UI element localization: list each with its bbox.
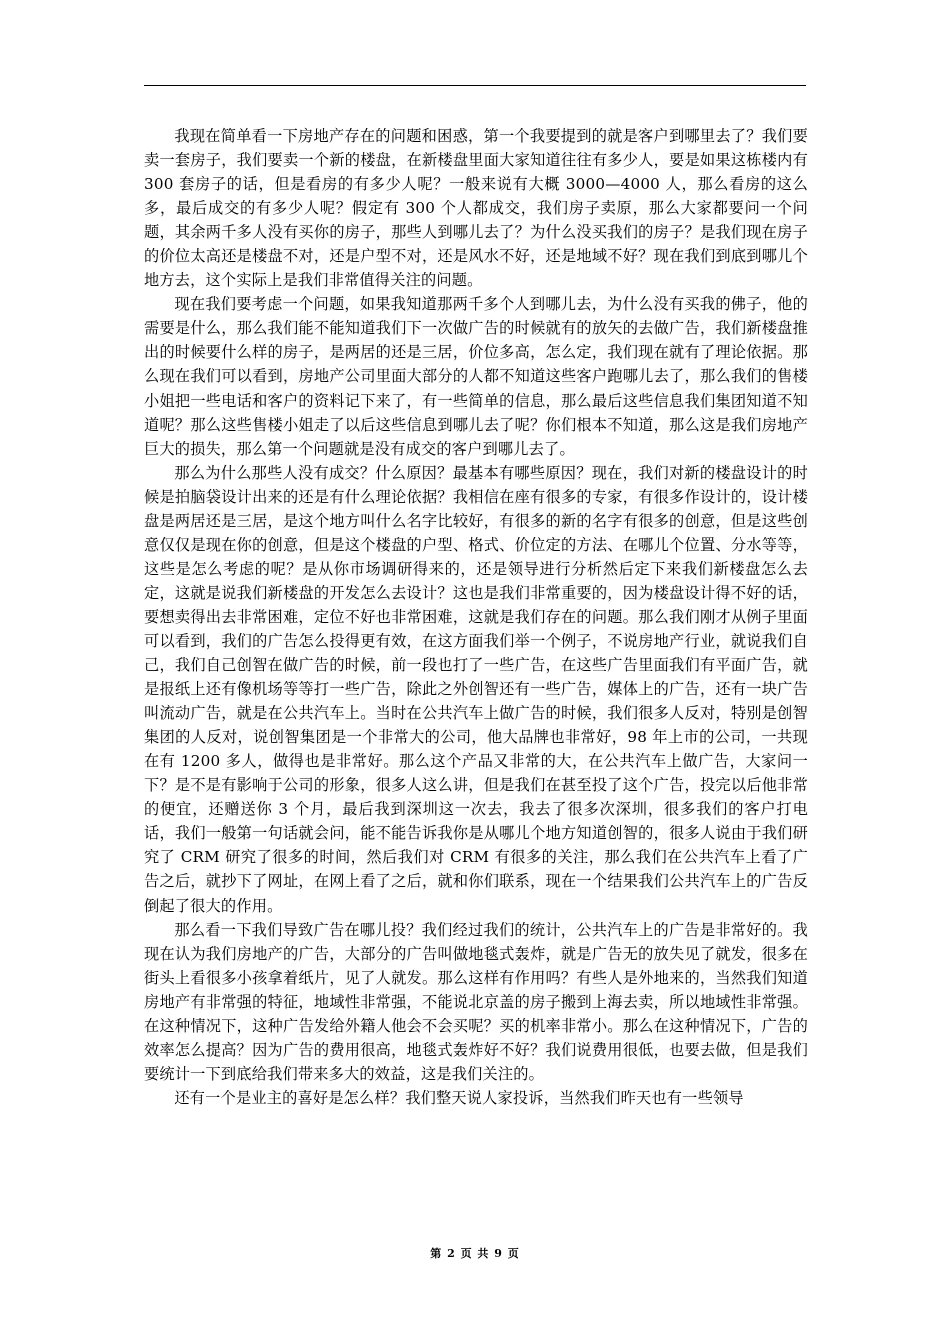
paragraph: 那么为什么那些人没有成交？什么原因？最基本有哪些原因？现在，我们对新的楼盘设计的时候是拍脑袋设计出来的还是有什么理论依据？我相信在座有很多的专家，有很多作设计的，设计楼盘是两居还是三居，是这个地方叫什么名字比较好，有很多的新的名字有很多的创意，但是这些创意仅仅是现在你的创意，但是这个楼盘的户型、格式、价位定的方法、在哪儿个位置、分水等等，这些是怎么考虑的呢？是从你市场调研得来的，还是领导进行分析然后定下来我们新楼盘怎么去定，这就是说我们新楼盘的开发怎么去设计？这也是我们非常重要的，因为楼盘设计得不好的话，要想卖得出去非常困难，定位不好也非常困难，这就是我们存在的问题。那么我们刚才从例子里面可以看到，我们的广告怎么投得更有效，在这方面我们举一个例子，不说房地产行业，就说我们自己，我们自己创智在做广告的时候，前一段也打了一些广告，在这些广告里面我们有平面广告，就是报纸上还有像机场等等打一些广告，除此之外创智还有一些广告，媒体上的广告，还有一块广告叫流动广告，就是在公共汽车上。当时在公共汽车上做广告的时候，我们很多人反对，特别是创智集团的人反对，说创智集团是一个非常大的公司，他大品牌也非常好，98 年上市的公司，一共现在有 1200 多人，做得也是非常好。那么这个产品又非常的大，在公共汽车上做广告，大家问一下？是不是有影响于公司的形象，很多人这么讲，但是我们在甚至投了这个广告，投完以后他非常的便宜，还赠送你 3 个月，最后我到深圳这一次去，我去了很多次深圳，很多我们的客户打电话，我们一般第一句话就会问，能不能告诉我你是从哪儿个地方知道创智的，很多人说由于我们研究了 CRM 研究了很多的时间，然后我们对 CRM 有很多的关注，那么我们在公共汽车上看了广告之后，就抄下了网址，在网上看了之后，就和你们联系，现在一个结果我们公共汽车上的广告反倒起了很大的作用。 — [144, 463, 808, 915]
paragraph: 那么看一下我们导致广告在哪儿投？我们经过我们的统计，公共汽车上的广告是非常好的。我现在认为我们房地产的广告，大部分的广告叫做地毯式轰炸，就是广告无的放失见了就发，很多在街头上看很多小孩拿着纸片，见了人就发。那么这样有作用吗？有些人是外地来的，当然我们知道房地产有非常强的特征，地域性非常强，不能说北京盖的房子搬到上海去卖，所以地域性非常强。在这种情况下，这种广告发给外籍人他会不会买呢？买的机率非常小。那么在这种情况下，广告的效率怎么提高？因为广告的费用很高，地毯式轰炸好不好？我们说费用很低，也要去做，但是我们要统计一下到底给我们带来多大的效益，这是我们关注的。 — [144, 920, 808, 1083]
paragraph: 现在我们要考虑一个问题，如果我知道那两千多个人到哪儿去，为什么没有买我的佛子，他的需要是什么，那么我们能不能知道我们下一次做广告的时候就有的放矢的去做广告，我们新楼盘推出的时候要什么样的房子，是两居的还是三居，价位多高，怎么定，我们现在就有了理论依据。那么现在我们可以看到，房地产公司里面大部分的人都不知道这些客户跑哪儿去了，那么我们的售楼小姐把一些电话和客户的资料记下来了，有一些简单的信息，那么最后这些信息我们集团知道不知道呢？那么这些售楼小姐走了以后这些信息到哪儿去了呢？你们根本不知道，那么这是我们房地产巨大的损失，那么第一个问题就是没有成交的客户到哪儿去了。 — [144, 295, 808, 458]
paragraph: 我现在简单看一下房地产存在的问题和困惑，第一个我要提到的就是客户到哪里去了？我们要卖一套房子，我们要卖一个新的楼盘，在新楼盘里面大家知道往往有多少人，要是如果这栋楼内有 300 套房子的话，但是看房的有多少人呢？一般来说有大概 3000—4000 人，那么看房的这么多，最后成交的有多少人呢？假定有 300 个人都成交，我们房子卖原，那么大家都要问一个问题，其余两千多人没有买你的房子，那些人到哪儿去了？为什么没买我们的房子？是我们现在房子的价位太高还是楼盘不对，还是户型不对，还是风水不好，还是地域不好？现在我们到底到哪儿个地方去，这个实际上是我们非常值得关注的问题。 — [144, 127, 808, 290]
page-number-footer: 第 2 页 共 9 页 — [430, 1247, 520, 1260]
header-rule — [144, 85, 806, 86]
paragraph: 还有一个是业主的喜好是怎么样？我们整天说人家投诉，当然我们昨天也有一些领导 — [174, 1088, 744, 1107]
document-body — [144, 124, 808, 1110]
